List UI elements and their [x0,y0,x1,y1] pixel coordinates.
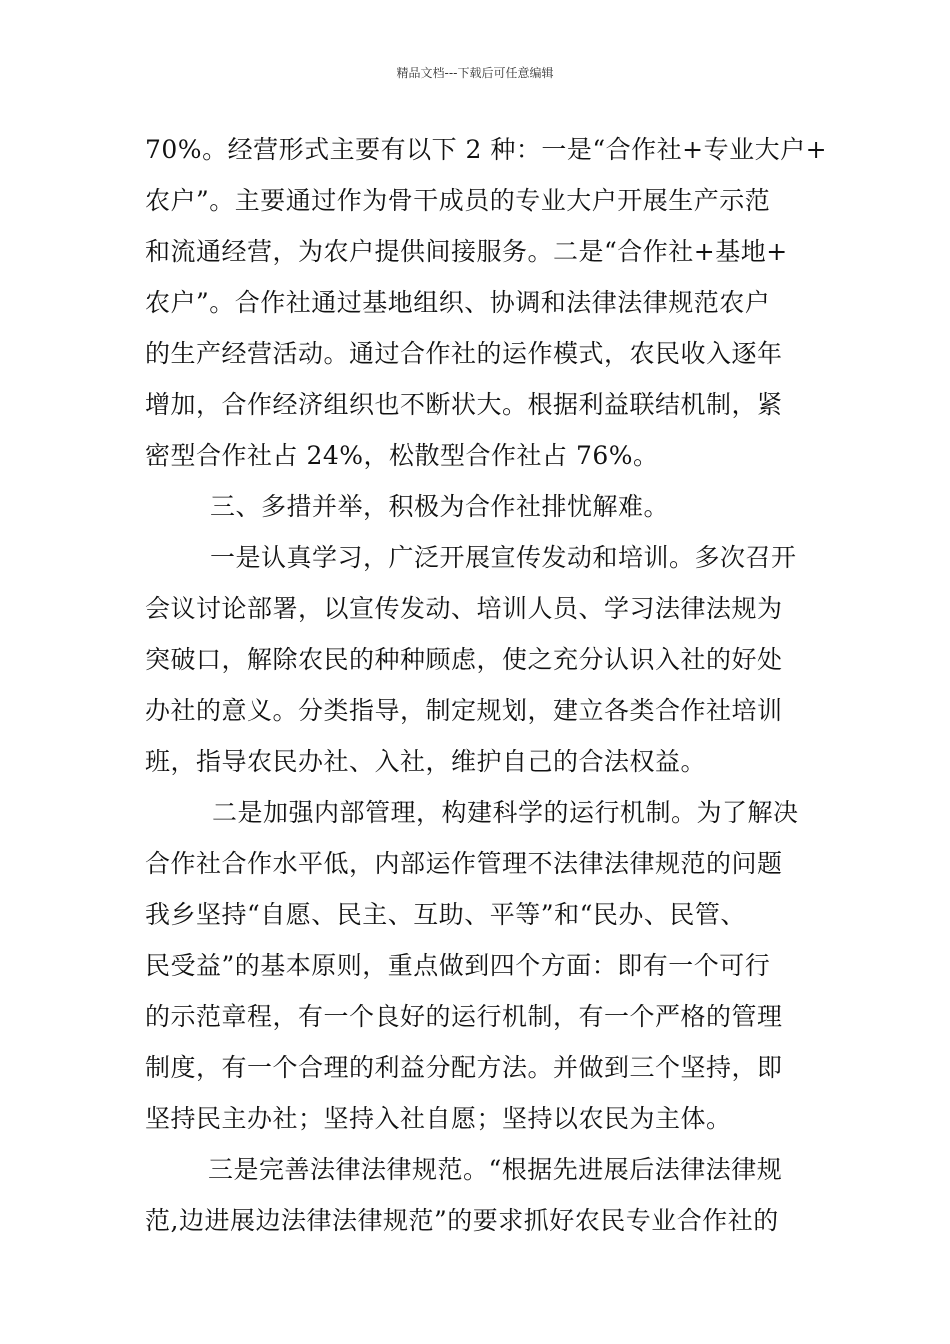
paragraph-first-line: 三是完善法律法律规范。“根据先进展后法律法律规 [208,1155,783,1184]
text-line: 我乡坚持“自愿、民主、互助、平等”和“民办、民管、 [145,900,746,929]
text-line: 民受益”的基本原则，重点做到四个方面：即有一个可行 [145,951,771,980]
text-line: 突破口，解除农民的种种顾虑，使之充分认识入社的好处 [145,645,783,674]
text-line: 班，指导农民办社、入社，维护自己的合法权益。 [145,747,707,776]
text-line: 70%。经营形式主要有以下 2 种：一是“合作社+专业大户+ [145,135,828,164]
section-heading: 三、多措并举，积极为合作社排忧解难。 [210,492,670,521]
text-line: 密型合作社占 24%，松散型合作社占 76%。 [145,441,659,470]
page-header: 精品文档---下载后可任意编辑 [396,66,554,80]
text-line: 增加，合作经济组织也不断状大。根据利益联结机制，紧 [145,390,783,419]
paragraph-first-line: 一是认真学习，广泛开展宣传发动和培训。多次召开 [210,543,797,572]
text-line: 制度，有一个合理的利益分配方法。并做到三个坚持，即 [145,1053,783,1082]
text-line: 农户”。主要通过作为骨干成员的专业大户开展生产示范 [145,186,771,215]
text-line: 的生产经营活动。通过合作社的运作模式，农民收入逐年 [145,339,783,368]
text-line: 合作社合作水平低，内部运作管理不法律法律规范的问题 [145,849,783,878]
text-line: 坚持民主办社；坚持入社自愿；坚持以农民为主体。 [145,1104,732,1133]
text-line: 会议讨论部署，以宣传发动、培训人员、学习法律法规为 [145,594,783,623]
text-line: 和流通经营，为农户提供间接服务。二是“合作社+基地+ [145,237,788,266]
text-line: 的示范章程，有一个良好的运行机制，有一个严格的管理 [145,1002,783,1031]
text-line: 办社的意义。分类指导，制定规划，建立各类合作社培训 [145,696,783,725]
text-line: 范,边进展边法律法律规范”的要求抓好农民专业合作社的 [145,1206,779,1235]
document-body [145,124,828,1246]
text-line: 农户”。合作社通过基地组织、协调和法律法律规范农户 [145,288,771,317]
paragraph-first-line: 二是加强内部管理，构建科学的运行机制。为了解决 [212,798,799,827]
